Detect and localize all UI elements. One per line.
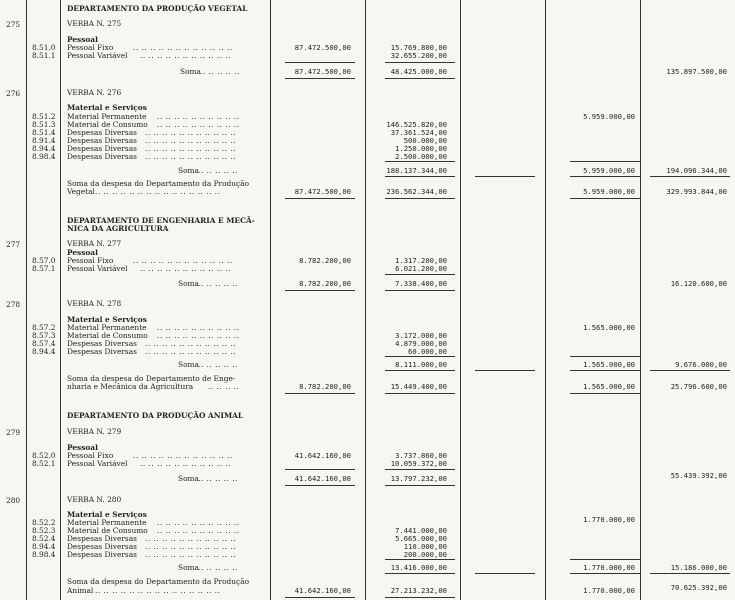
amount-cell: 37.361.524,00 <box>390 128 447 137</box>
amount-cell: 8.782.200,00 <box>299 256 351 265</box>
leader-dots: .. .. .. .. .. .. .. .. .. .. .. <box>145 534 237 543</box>
verba-title: VERBA N. 275 <box>67 19 122 28</box>
verba-ref: 277 <box>6 240 21 249</box>
sum-rule <box>475 370 535 371</box>
section-heading: DEPARTAMENTO DA PRODUÇÃO ANIMAL <box>67 411 244 420</box>
amount-cell: 13.416.000,00 <box>390 563 447 572</box>
item-code: 8.57.4 <box>32 339 56 348</box>
amount-cell: 9.676.000,00 <box>675 360 727 369</box>
item-label: Pessoal Fixo <box>67 43 114 52</box>
leader-dots: .. .. .. .. .. .. .. .. .. .. <box>157 526 240 535</box>
sum-rule <box>570 573 640 574</box>
sum-rule <box>385 559 455 560</box>
column-rule <box>270 0 271 600</box>
sum-rule <box>285 62 355 63</box>
item-code: 8.91.4 <box>32 136 56 145</box>
sum-rule <box>475 176 535 177</box>
amount-cell: 4.879.000,00 <box>395 339 447 348</box>
item-label: Despesas Diversas <box>67 136 137 145</box>
group-title: Pessoal <box>67 35 98 44</box>
item-code: 8.57.0 <box>32 256 56 265</box>
amount-cell: 70.625.392,00 <box>670 583 727 592</box>
item-code: 8.52.2 <box>32 518 56 527</box>
amount-cell: 329.993.844,00 <box>666 187 727 196</box>
sum-rule <box>570 161 640 162</box>
group-title: Pessoal <box>67 248 98 257</box>
amount-cell: 25.796.600,00 <box>670 382 727 391</box>
amount-cell: 7.441.000,00 <box>395 526 447 535</box>
item-label: Pessoal Fixo <box>67 256 114 265</box>
column-rule <box>26 0 27 600</box>
sum-rule <box>385 370 455 371</box>
leader-dots: .. .. .. .. .. <box>198 166 238 175</box>
amount-cell: 60.000,00 <box>408 347 447 356</box>
sum-rule <box>570 176 640 177</box>
item-code: 8.94.4 <box>32 144 56 153</box>
soma-label: Soma <box>178 563 199 572</box>
amount-cell: 146.525.820,00 <box>386 120 447 129</box>
leader-dots: .. .. .. .. .. .. .. .. .. .. .. .. <box>133 451 233 460</box>
leader-dots: .. .. .. .. .. .. .. .. .. .. .. <box>145 542 237 551</box>
amount-cell: 16.120.600,00 <box>670 279 727 288</box>
leader-dots: .. .. .. .. .. .. .. .. .. .. .. <box>140 264 232 273</box>
column-rule <box>60 0 61 600</box>
leader-dots: .. .. .. .. .. .. .. .. .. .. .. <box>145 144 237 153</box>
leader-dots: .. .. .. .. .. .. .. .. .. .. <box>157 518 240 527</box>
amount-cell: 41.642.160,00 <box>294 474 351 483</box>
verba-title: VERBA N. 277 <box>67 239 122 248</box>
item-label: Despesas Diversas <box>67 550 137 559</box>
amount-cell: 1.770.000,00 <box>583 515 635 524</box>
leader-dots: .. .. .. .. .. .. .. .. .. .. <box>157 120 240 129</box>
sum-rule <box>570 370 640 371</box>
amount-cell: 1.770.000,00 <box>583 563 635 572</box>
amount-cell: 13.797.232,00 <box>390 474 447 483</box>
group-title: Material e Serviços <box>67 103 147 112</box>
item-label: Despesas Diversas <box>67 128 137 137</box>
sum-rule <box>475 573 535 574</box>
sum-rule <box>285 290 355 291</box>
column-rule <box>640 0 641 600</box>
amount-cell: 5.665.000,00 <box>395 534 447 543</box>
amount-cell: 55.439.392,00 <box>670 471 727 480</box>
soma-label: Soma <box>178 360 199 369</box>
amount-cell: 3.172.000,00 <box>395 331 447 340</box>
amount-cell: 32.655.200,00 <box>390 51 447 60</box>
amount-cell: 27.213.232,00 <box>390 586 447 595</box>
verba-title: VERBA N. 280 <box>67 495 122 504</box>
leader-dots: .. .. .. .. .. <box>198 360 238 369</box>
leader-dots: .. .. .. .. .. .. .. .. .. .. .. <box>145 347 237 356</box>
column-rule <box>460 0 461 600</box>
amount-cell: 1.565.000,00 <box>583 323 635 332</box>
verba-ref: 276 <box>6 89 21 98</box>
item-code: 8.51.4 <box>32 128 56 137</box>
item-label: Material de Consumo <box>67 526 148 535</box>
item-label: Material Permanente <box>67 518 147 527</box>
item-label: Despesas Diversas <box>67 144 137 153</box>
item-label: Despesas Diversas <box>67 542 137 551</box>
amount-cell: 6.021.200,00 <box>395 264 447 273</box>
sum-rule <box>285 198 355 199</box>
leader-dots: .. .. .. .. .. <box>198 474 238 483</box>
sum-rule <box>570 393 640 394</box>
item-label: Material Permanente <box>67 112 147 121</box>
verba-ref: 278 <box>6 300 21 309</box>
group-title: Material e Serviços <box>67 510 147 519</box>
amount-cell: 5.959.000,00 <box>583 166 635 175</box>
sum-rule <box>570 198 640 199</box>
item-code: 8.57.2 <box>32 323 56 332</box>
sum-rule <box>385 597 455 598</box>
sum-rule <box>285 597 355 598</box>
amount-cell: 1.565.000,00 <box>583 360 635 369</box>
amount-cell: 188.137.344,00 <box>386 166 447 175</box>
sum-rule <box>385 356 455 357</box>
item-label: Despesas Diversas <box>67 152 137 161</box>
amount-cell: 8.782.200,00 <box>299 382 351 391</box>
amount-cell: 87.472.500,00 <box>294 67 351 76</box>
amount-cell: 1.250.000,00 <box>395 144 447 153</box>
sum-rule <box>650 573 730 574</box>
amount-cell: 1.317.200,00 <box>395 256 447 265</box>
leader-dots: .. .. .. .. .. .. .. .. .. .. .. <box>145 128 237 137</box>
amount-cell: 41.642.160,00 <box>294 451 351 460</box>
sum-rule <box>285 469 355 470</box>
item-code: 8.52.1 <box>32 459 56 468</box>
amount-cell: 8.782.200,00 <box>299 279 351 288</box>
amount-cell: 7.338.400,00 <box>395 279 447 288</box>
sum-rule <box>385 62 455 63</box>
amount-cell: 8.111.000,00 <box>395 360 447 369</box>
leader-dots: .. .. .. .. .. .. .. .. .. .. <box>157 323 240 332</box>
amount-cell: 236.562.344,00 <box>386 187 447 196</box>
leader-dots: .. .. .. .. .. <box>200 67 240 76</box>
amount-cell: 500.000,00 <box>403 136 447 145</box>
item-label: Despesas Diversas <box>67 347 137 356</box>
sum-rule <box>650 176 730 177</box>
amount-cell: 41.642.160,00 <box>294 586 351 595</box>
sum-rule <box>570 356 640 357</box>
sum-rule <box>385 176 455 177</box>
sum-rule <box>385 393 455 394</box>
sum-rule <box>650 370 730 371</box>
leader-dots: .. .. .. .. .. .. .. .. .. .. .. <box>145 550 237 559</box>
item-code: 8.57.1 <box>32 264 56 273</box>
amount-cell: 1.770.000,00 <box>583 586 635 595</box>
item-label: Pessoal Variável <box>67 459 128 468</box>
item-label: Pessoal Fixo <box>67 451 114 460</box>
total-label: Soma da despesa do Departamento de Enge- <box>67 374 236 383</box>
amount-cell: 15.449.400,00 <box>390 382 447 391</box>
group-title: Pessoal <box>67 443 98 452</box>
column-rule <box>545 0 546 600</box>
amount-cell: 5.959.000,00 <box>583 187 635 196</box>
section-heading: DEPARTAMENTO DE ENGENHARIA E MECÂ- <box>67 216 255 225</box>
sum-rule <box>285 485 355 486</box>
soma-label: Soma <box>180 67 201 76</box>
total-label: Soma da despesa do Departamento da Produção <box>67 577 250 586</box>
sum-rule <box>385 274 455 275</box>
amount-cell: 5.959.000,00 <box>583 112 635 121</box>
section-heading: NICA DA AGRICULTURA <box>67 224 169 233</box>
section-heading: DEPARTAMENTO DA PRODUÇÃO VEGETAL <box>67 4 248 13</box>
leader-dots: .. .. .. .. .. .. .. .. .. .. .. .. .. .. .. <box>95 187 221 196</box>
total-label: Vegetal <box>67 187 95 196</box>
amount-cell: 135.897.500,00 <box>666 67 727 76</box>
leader-dots: .. .. .. .. .. .. .. .. .. .. .. <box>140 51 232 60</box>
verba-title: VERBA N. 276 <box>67 88 122 97</box>
leader-dots: .. .. .. .. .. .. .. .. .. .. .. <box>145 136 237 145</box>
item-code: 8.94.4 <box>32 542 56 551</box>
item-code: 8.57.3 <box>32 331 56 340</box>
sum-rule <box>385 198 455 199</box>
sum-rule <box>285 78 355 79</box>
sum-rule <box>385 485 455 486</box>
item-code: 8.52.3 <box>32 526 56 535</box>
amount-cell: 15.186.000,00 <box>670 563 727 572</box>
amount-cell: 87.472.500,00 <box>294 43 351 52</box>
item-label: Pessoal Variável <box>67 51 128 60</box>
amount-cell: 2.500.000,00 <box>395 152 447 161</box>
item-code: 8.51.3 <box>32 120 56 129</box>
item-code: 8.52.0 <box>32 451 56 460</box>
item-code: 8.51.0 <box>32 43 56 52</box>
leader-dots: .. .. .. .. .. .. .. .. .. .. .. <box>145 152 237 161</box>
column-rule <box>365 0 366 600</box>
item-label: Material de Consumo <box>67 331 148 340</box>
verba-title: VERBA N. 279 <box>67 427 122 436</box>
sum-rule <box>385 573 455 574</box>
sum-rule <box>570 559 640 560</box>
verba-title: VERBA N. 278 <box>67 299 122 308</box>
verba-ref: 280 <box>6 496 21 505</box>
total-label: Soma da despesa do Departamento da Produção <box>67 179 250 188</box>
leader-dots: .. .. .. .. .. .. .. .. .. .. .. .. <box>133 256 233 265</box>
leader-dots: .. .. .. .. .. .. .. .. .. .. .. <box>145 339 237 348</box>
verba-ref: 275 <box>6 20 21 29</box>
leader-dots: .. .. .. .. .. .. .. .. .. .. <box>157 112 240 121</box>
amount-cell: 110.000,00 <box>403 542 447 551</box>
item-code: 8.98.4 <box>32 550 56 559</box>
sum-rule <box>385 161 455 162</box>
item-code: 8.51.2 <box>32 112 56 121</box>
item-label: Pessoal Variável <box>67 264 128 273</box>
item-label: Despesas Diversas <box>67 339 137 348</box>
item-code: 8.51.1 <box>32 51 56 60</box>
item-label: Material Permanente <box>67 323 147 332</box>
amount-cell: 87.472.500,00 <box>294 187 351 196</box>
soma-label: Soma <box>178 166 199 175</box>
leader-dots: .. .. .. .. .. <box>198 279 238 288</box>
item-code: 8.94.4 <box>32 347 56 356</box>
total-label: nharia e Mecânica da Agricultura <box>67 382 194 391</box>
amount-cell: 48.425.000,00 <box>390 67 447 76</box>
amount-cell: 10.059.372,00 <box>390 459 447 468</box>
soma-label: Soma <box>178 279 199 288</box>
amount-cell: 1.565.000,00 <box>583 382 635 391</box>
total-label: Animal <box>67 586 94 595</box>
leader-dots: .. .. .. .. .. .. .. .. .. .. .. <box>140 459 232 468</box>
amount-cell: 15.769.800,00 <box>390 43 447 52</box>
amount-cell: 200.000,00 <box>403 550 447 559</box>
soma-label: Soma <box>178 474 199 483</box>
leader-dots: .. .. .. .. <box>208 382 240 391</box>
leader-dots: .. .. .. .. .. .. .. .. .. .. .. .. .. .. .. <box>95 586 221 595</box>
verba-ref: 279 <box>6 428 21 437</box>
sum-rule <box>385 78 455 79</box>
amount-cell: 3.737.860,00 <box>395 451 447 460</box>
item-label: Material de Consumo <box>67 120 148 129</box>
sum-rule <box>385 290 455 291</box>
amount-cell: 194.096.344,00 <box>666 166 727 175</box>
item-code: 8.98.4 <box>32 152 56 161</box>
leader-dots: .. .. .. .. .. .. .. .. .. .. .. .. <box>133 43 233 52</box>
item-label: Despesas Diversas <box>67 534 137 543</box>
leader-dots: .. .. .. .. .. <box>198 563 238 572</box>
sum-rule <box>385 469 455 470</box>
sum-rule <box>285 393 355 394</box>
item-code: 8.52.4 <box>32 534 56 543</box>
group-title: Material e Serviços <box>67 315 147 324</box>
leader-dots: .. .. .. .. .. .. .. .. .. .. <box>157 331 240 340</box>
